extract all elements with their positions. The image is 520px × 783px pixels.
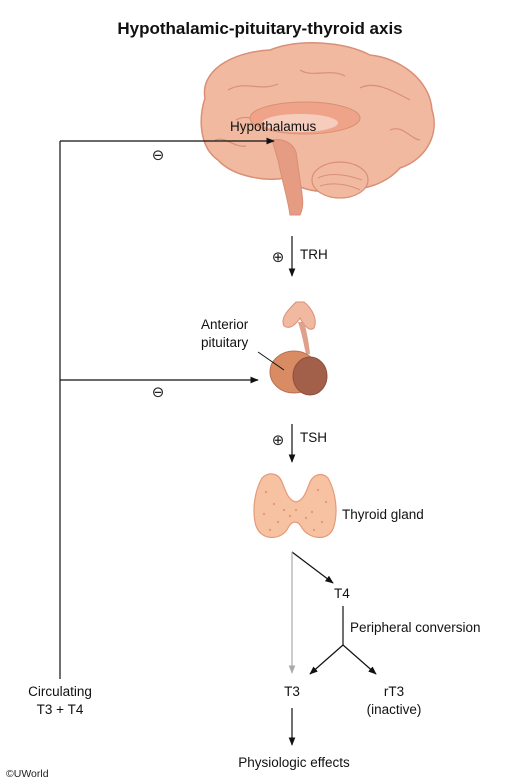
circulating-label-line1: Circulating	[28, 684, 92, 699]
stimulate-tsh-sign: ⊕	[271, 431, 285, 449]
hypothalamus-label: Hypothalamus	[230, 119, 317, 134]
tsh-label: TSH	[300, 430, 327, 445]
rt3-label: rT3	[383, 684, 405, 699]
diagram-title: Hypothalamic-pituitary-thyroid axis	[117, 19, 403, 38]
conversion-to-rt3-arrow	[343, 645, 376, 674]
rt3-inactive-note: (inactive)	[366, 702, 422, 717]
thyroid-label: Thyroid gland	[342, 507, 424, 522]
feedback-loop	[60, 141, 274, 679]
t3-label: T3	[284, 684, 300, 699]
thyroid-to-t4-arrow	[292, 552, 333, 583]
thyroid-illustration	[254, 474, 336, 538]
peripheral-conversion-label: Peripheral conversion	[350, 620, 481, 635]
anterior-pituitary-label-line1: Anterior	[201, 317, 249, 332]
inhibit-pituitary-sign: ⊖	[151, 383, 165, 401]
inhibit-hypothalamus-sign: ⊖	[151, 146, 165, 164]
stimulate-trh-sign: ⊕	[271, 248, 285, 266]
conversion-to-t3-arrow	[310, 645, 343, 674]
physiologic-effects-label: Physiologic effects	[238, 755, 350, 770]
t4-label: T4	[334, 586, 350, 601]
circulating-label-line2: T3 + T4	[36, 702, 84, 717]
trh-label: TRH	[300, 247, 328, 262]
pituitary-illustration	[270, 302, 327, 395]
copyright-label: ©UWorld	[6, 768, 49, 780]
anterior-pituitary-label-line2: pituitary	[201, 335, 249, 350]
